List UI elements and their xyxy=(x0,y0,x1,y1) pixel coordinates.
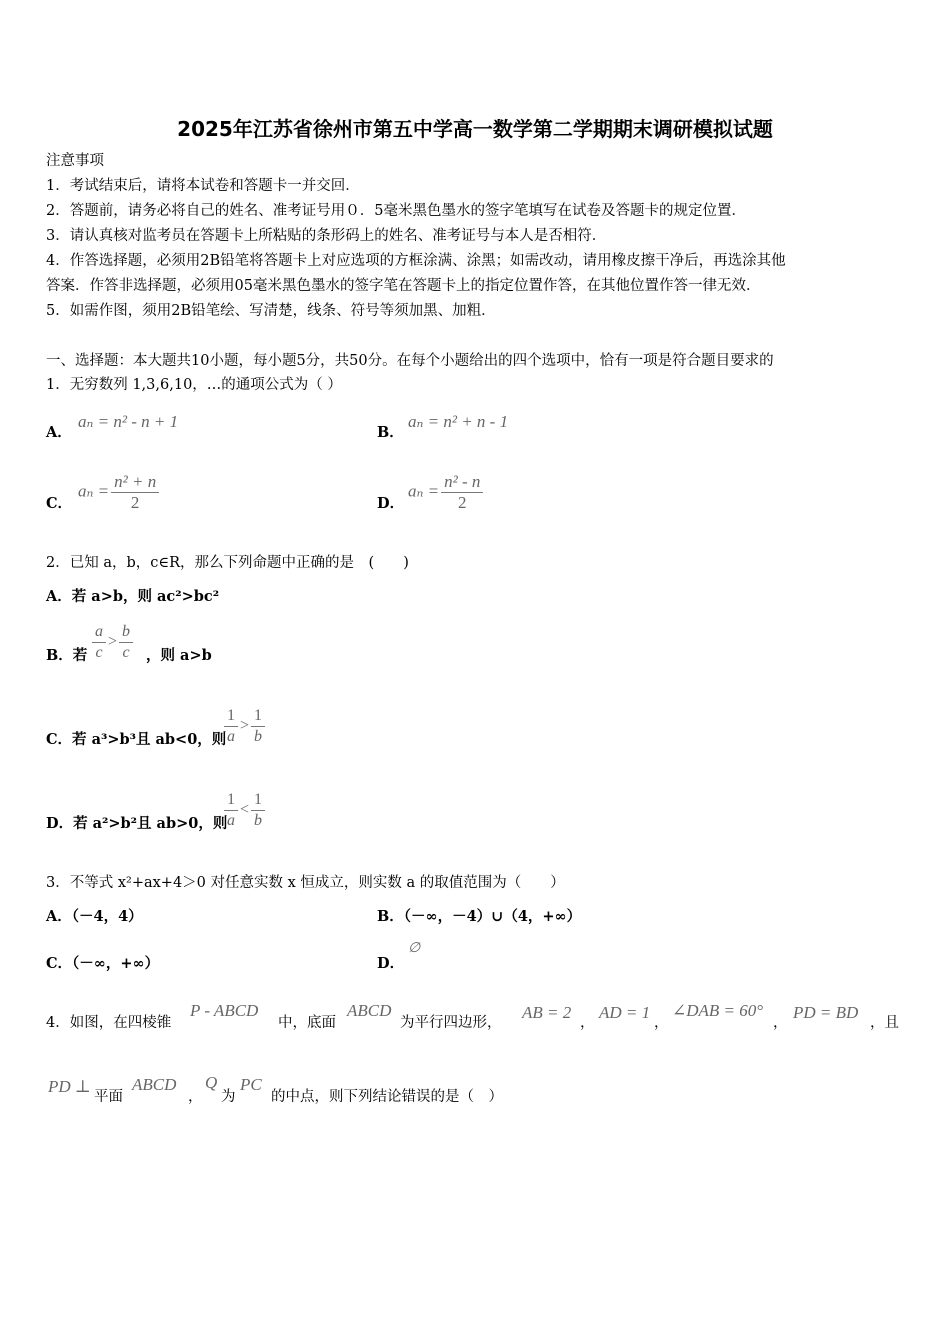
q4-expr-angle: ∠DAB = 60° xyxy=(672,1001,764,1020)
q2-option-d-label: D．若 a²>b²且 ab>0，则 xyxy=(46,815,228,832)
q1-option-b-label: B． xyxy=(377,424,404,441)
q4-expr-ad: AD = 1 xyxy=(599,1003,651,1022)
q1-option-c-expr xyxy=(78,472,161,513)
q4-line2-end: 的中点，则下列结论错误的是（ ） xyxy=(271,1089,503,1105)
q4-expr-p-abcd: P - ABCD xyxy=(190,1001,259,1020)
fraction xyxy=(441,472,483,513)
q2-option-c-label: C．若 a³>b³且 ab<0，则 xyxy=(46,731,227,748)
q3-option-b: B．（－∞，－4）∪（4，+∞） xyxy=(377,908,582,925)
q3-option-c: C．（－∞，+∞） xyxy=(46,955,160,972)
note-item: 1．考试结束后，请将本试卷和答题卡一并交回． xyxy=(46,178,360,194)
q4-line2-b: 为 xyxy=(221,1089,236,1105)
q4-line1-c: 为平行四边形， xyxy=(400,1015,502,1031)
q4-expr-abcd: ABCD xyxy=(347,1001,392,1020)
q3-option-d-label: D． xyxy=(377,955,405,972)
denominator: 2 xyxy=(458,493,467,512)
q4-comma: ， xyxy=(188,1089,203,1105)
q4-line1-a: 4．如图，在四棱锥 xyxy=(46,1015,172,1031)
note-item: 4．作答选择题，必须用2B铅笔将答题卡上对应选项的方框涂满、涂黑；如需改动，请用橡皮擦干净后，再选涂其他 xyxy=(46,253,786,269)
q4-line1-end: ，且 xyxy=(870,1015,899,1031)
q4-comma: ， xyxy=(773,1015,788,1031)
q1-option-a-expr: aₙ = n² - n + 1 xyxy=(78,412,179,431)
q1-option-d-expr xyxy=(408,472,485,513)
denominator: 2 xyxy=(130,493,140,512)
q4-expr-pd-bd: PD = BD xyxy=(793,1003,859,1022)
numerator: n² + n xyxy=(111,472,159,493)
q4-line1-b: 中，底面 xyxy=(278,1015,336,1031)
q4-line2-a: 平面 xyxy=(94,1089,123,1105)
page-title: 2025年江苏省徐州市第五中学高一数学第二学期期末调研模拟试题 xyxy=(177,117,773,141)
q4-expr-abcd-2: ABCD xyxy=(132,1075,177,1094)
lhs: aₙ = xyxy=(408,481,440,501)
notes-heading: 注意事项 xyxy=(46,153,104,169)
q2-stem: 2．已知 a，b，c∈R，那么下列命题中正确的是 ( ) xyxy=(46,555,409,571)
q3-stem: 3．不等式 x²+ax+4＞0 对任意实数 x 恒成立，则实数 a 的取值范围为（ ） xyxy=(46,875,565,891)
q3-option-d-expr: ∅ xyxy=(408,941,421,956)
q1-option-a-label: A． xyxy=(46,424,72,441)
numerator: n² - n xyxy=(441,472,483,493)
note-item: 2．答题前，请务必将自己的姓名、准考证号用０．5毫米黑色墨水的签字笔填写在试卷及答题卡的规定位置． xyxy=(46,203,746,219)
q4-expr-pd-perp: PD ⊥ xyxy=(48,1077,91,1096)
q2-option-b-label: B．若 xyxy=(46,647,88,664)
q2-option-a: A．若 a>b，则 ac²>bc² xyxy=(46,588,220,605)
q1-option-d-label: D． xyxy=(377,495,405,512)
q4-expr-ab: AB = 2 xyxy=(522,1003,572,1022)
q1-stem: 1．无穷数列 1,3,6,10，…的通项公式为（ ） xyxy=(46,377,342,393)
q4-comma: ， xyxy=(654,1015,669,1031)
q4-expr-q: Q xyxy=(205,1073,218,1092)
q4-expr-pc: PC xyxy=(240,1075,262,1094)
q2-option-b-tail: ，则 a>b xyxy=(146,647,212,664)
q2-option-c-expr: $\frac{1}{a}$ > $\frac{1}{b}$ xyxy=(222,706,267,747)
note-item: 3．请认真核对监考员在答题卡上所粘贴的条形码上的姓名、准考证号与本人是否相符． xyxy=(46,228,607,244)
note-item: 5．如需作图，须用2B铅笔绘、写清楚，线条、符号等须加黑、加粗． xyxy=(46,303,496,319)
lhs: aₙ = xyxy=(78,481,110,501)
q2-option-b-expr: $\frac{a}{c}$ > $\frac{b}{c}$ xyxy=(90,622,135,663)
q2-option-d-expr: $\frac{1}{a}$ < $\frac{1}{b}$ xyxy=(222,790,267,831)
section-heading: 一、选择题：本大题共10小题，每小题5分，共50分。在每个小题给出的四个选项中，恰有一项是符合题目要求的 xyxy=(46,353,774,369)
q3-option-a: A．（－4，4） xyxy=(46,908,143,925)
q1-option-b-expr: aₙ = n² + n - 1 xyxy=(408,412,509,431)
fraction xyxy=(111,472,159,513)
note-item: 答案．作答非选择题，必须用05毫米黑色墨水的签字笔在答题卡上的指定位置作答，在其他位置作答一律无效． xyxy=(46,278,761,294)
q1-option-c-label: C． xyxy=(46,495,73,512)
q4-comma: ， xyxy=(580,1015,595,1031)
